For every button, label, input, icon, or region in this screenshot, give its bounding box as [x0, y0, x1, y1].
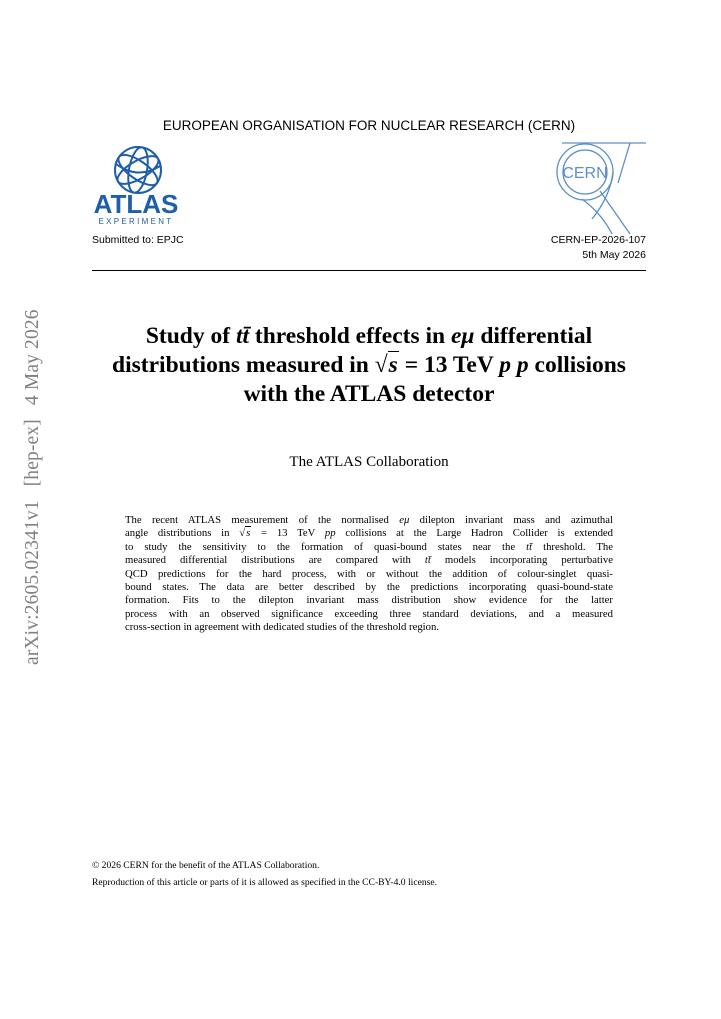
abstract-line: cross-section in agreement with dedicated studies of the threshold region. [125, 621, 440, 634]
title-emu: eμ [450, 323, 475, 349]
abstract-line: QCD predictions for the hard process, with or without the addition of colour-singlet quasi- [125, 567, 613, 580]
title-ttbar: tt̄ [235, 323, 250, 349]
atlas-logo-sub: EXPERIMENT [98, 217, 174, 226]
submitted-to: Submitted to: EPJC [92, 234, 184, 246]
report-date: 5th May 2026 [582, 249, 646, 261]
abstract-line: measured differential distributions are compared with tt̄ models incorporating perturbative [125, 554, 613, 567]
cern-logo [552, 139, 648, 235]
authors: The ATLAS Collaboration [289, 454, 449, 470]
radical-sign-icon: √ [374, 352, 388, 378]
title-text: collisions [528, 352, 626, 378]
report-number: CERN-EP-2026-107 [550, 234, 646, 246]
arxiv-category: [hep-ex] [22, 419, 43, 487]
sqrt-s-small: √s [239, 527, 251, 540]
atlas-logo [92, 144, 180, 230]
abstract [125, 514, 613, 635]
title-text: Study of [145, 323, 236, 349]
abstract-line: The recent ATLAS measurement of the normalised eμ dilepton invariant mass and azimuthal [125, 514, 613, 526]
copyright-notice: © 2026 CERN for the benefit of the ATLAS Collaboration. [92, 860, 320, 871]
atlas-logo-word: ATLAS [93, 189, 179, 219]
title-text: differential [474, 323, 593, 349]
sqrt-s-symbol: s [388, 352, 398, 378]
radical-sign-icon: √ [239, 527, 246, 540]
title-text: with the ATLAS detector [243, 381, 495, 407]
organisation-header: EUROPEAN ORGANISATION FOR NUCLEAR RESEARCH (CERN) [162, 118, 576, 133]
arxiv-date: 4 May 2026 [22, 309, 43, 406]
paper-title [82, 322, 656, 409]
title-text: threshold effects in [249, 323, 451, 349]
abstract-line: to study the sensitivity to the formation of quasi-bound states near the tt̄ threshold. The [125, 540, 613, 553]
license-notice: Reproduction of this article or parts of it is allowed as specified in the CC-BY-4.0 license. [92, 877, 438, 888]
atlas-logo-icon [92, 144, 180, 230]
abstract-line: formation. Fits to the dilepton invariant mass distribution show evidence for the latter [125, 594, 613, 607]
abstract-line: bound states. The data are better described by the predictions incorporating quasi-bound-state [125, 580, 613, 593]
abstract-emu: eμ [399, 514, 410, 526]
cern-logo-word: CERN [562, 165, 608, 182]
abstract-line: process with an observed significance exceeding three standard deviations, and a measured [125, 607, 613, 620]
title-text: = 13 TeV [398, 352, 500, 378]
title-text: distributions measured in [112, 352, 375, 378]
cern-logo-icon [552, 139, 648, 235]
abstract-pp: pp [324, 527, 336, 540]
header-rule [92, 270, 646, 271]
abstract-ttbar: tt̄ [526, 540, 533, 553]
arxiv-id[interactable]: arXiv:2605.02341v1 [22, 500, 43, 665]
abstract-line: angle distributions in √s = 13 TeV pp collisions at the Large Hadron Collider is extended [125, 527, 614, 540]
sqrt-s [375, 351, 399, 378]
title-pp: p p [499, 352, 529, 378]
abstract-ttbar: tt̄ [424, 554, 431, 567]
